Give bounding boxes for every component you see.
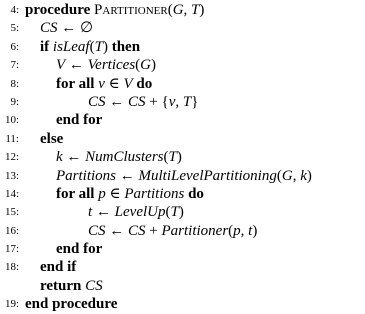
identifier-token: CS	[128, 222, 146, 239]
code-text	[88, 222, 257, 240]
code-token: )	[176, 149, 182, 166]
code-token: ,	[240, 222, 249, 239]
code-token: (	[228, 222, 234, 239]
identifier-token: v	[98, 75, 105, 92]
identifier-token: Partitions	[56, 167, 117, 184]
algorithm-line	[0, 111, 365, 129]
code-token: ∈	[105, 185, 125, 202]
identifier-token: T	[182, 93, 192, 110]
code-token: ,	[183, 2, 192, 18]
code-text	[40, 258, 76, 276]
identifier-token: G	[172, 2, 184, 18]
code-token: )	[199, 2, 205, 18]
code-text	[56, 167, 312, 185]
algorithm-line	[0, 130, 365, 148]
code-token: ←	[105, 222, 129, 239]
keyword-token: for all	[56, 75, 99, 92]
identifier-token: Vertices	[87, 57, 136, 74]
identifier-token: CS	[128, 93, 146, 110]
code-text	[56, 240, 102, 258]
code-text	[25, 1, 204, 19]
keyword-token: end for	[56, 241, 103, 258]
line-number: 18:	[4, 261, 19, 274]
line-number: 10:	[4, 114, 19, 127]
algorithm-line	[0, 19, 365, 37]
code-token: ←	[105, 93, 129, 110]
keyword-token: then	[111, 38, 141, 55]
algorithm-line	[0, 148, 365, 166]
keyword-token: if	[40, 38, 53, 55]
code-token: (	[167, 2, 173, 18]
code-text	[40, 130, 63, 148]
identifier-token: T	[168, 149, 177, 166]
algorithm-line	[0, 203, 365, 221]
code-text	[40, 277, 103, 295]
line-number: 8:	[10, 77, 19, 90]
keyword-token: procedure	[25, 2, 95, 18]
identifier-token: t	[88, 204, 93, 221]
keyword-token: else	[40, 130, 64, 147]
line-number: 7:	[10, 59, 19, 72]
line-number: 13:	[4, 169, 19, 182]
code-token: ← ∅	[57, 20, 94, 37]
code-text	[25, 295, 117, 313]
line-number: 5:	[10, 22, 19, 35]
identifier-token: p	[233, 222, 241, 239]
algorithm-line	[0, 38, 365, 56]
code-text	[56, 185, 204, 203]
identifier-token: k	[300, 167, 307, 184]
identifier-token: CS	[88, 93, 106, 110]
code-token: ←	[116, 167, 139, 184]
identifier-token: NumClusters	[85, 149, 164, 166]
identifier-token: V	[123, 75, 133, 92]
line-number: 14:	[4, 187, 19, 200]
line-number: 16:	[4, 224, 19, 237]
identifier-token: v	[168, 93, 176, 110]
identifier-token: T	[170, 204, 179, 221]
identifier-token: CS	[40, 20, 58, 37]
code-token: }	[191, 93, 199, 110]
code-token: ←	[65, 57, 88, 74]
line-number: 15:	[4, 206, 19, 219]
identifier-token: CS	[85, 277, 103, 294]
code-text	[40, 19, 93, 37]
code-token: )	[178, 204, 184, 221]
code-token: ←	[92, 204, 115, 221]
identifier-token: V	[56, 57, 66, 74]
code-token: ∈	[104, 75, 124, 92]
code-token: (	[276, 167, 282, 184]
algorithm-line	[0, 222, 365, 240]
code-token: (	[135, 57, 141, 74]
keyword-token: for all	[56, 185, 99, 202]
code-text	[88, 93, 198, 111]
algorithm-line	[0, 56, 365, 74]
identifier-token: p	[98, 185, 106, 202]
identifier-token: LevelUp	[114, 204, 166, 221]
line-number: 11:	[5, 132, 19, 145]
algorithm-line	[0, 258, 365, 276]
line-number: 12:	[4, 151, 19, 164]
keyword-token: do	[184, 185, 204, 202]
code-token: + {	[145, 93, 169, 110]
procedure-name: Partitioner	[94, 2, 168, 18]
identifier-token: t	[248, 222, 253, 239]
algorithm-line	[0, 295, 365, 313]
algorithm-line	[0, 240, 365, 258]
keyword-token: return	[40, 277, 86, 294]
keyword-token: end procedure	[25, 296, 118, 313]
line-number: 6:	[10, 40, 19, 53]
code-text	[88, 203, 184, 221]
keyword-token: end if	[40, 259, 77, 276]
code-token: ,	[292, 167, 301, 184]
code-token: )	[151, 57, 156, 74]
identifier-token: k	[56, 149, 63, 166]
code-token: +	[145, 222, 162, 239]
identifier-token: MultiLevelPartitioning	[138, 167, 277, 184]
line-number: 17:	[4, 243, 19, 256]
code-text	[56, 111, 102, 129]
identifier-token: T	[94, 38, 103, 55]
identifier-token: Partitioner	[161, 222, 229, 239]
code-token: ←	[62, 149, 86, 166]
code-token: )	[102, 38, 112, 55]
line-number: 4:	[10, 4, 19, 16]
keyword-token: do	[132, 75, 153, 92]
code-token: (	[89, 38, 95, 55]
identifier-token: T	[191, 2, 200, 18]
identifier-token: G	[281, 167, 293, 184]
identifier-token: isLeaf	[52, 38, 90, 55]
algorithm-line	[0, 185, 365, 203]
code-text	[40, 38, 140, 56]
algorithm-line	[0, 93, 365, 111]
code-token: (	[163, 149, 169, 166]
code-token: ,	[175, 93, 183, 110]
line-number: 19:	[4, 298, 19, 311]
code-token: )	[252, 222, 258, 239]
algorithm-line	[0, 75, 365, 93]
code-text	[56, 148, 182, 166]
code-token: (	[165, 204, 171, 221]
identifier-token: G	[140, 57, 151, 74]
identifier-token: Partitions	[124, 185, 185, 202]
algorithm-listing	[0, 1, 365, 314]
algorithm-line	[0, 1, 365, 19]
algorithm-line	[0, 277, 365, 295]
keyword-token: end for	[56, 112, 103, 129]
code-text	[56, 56, 156, 74]
code-text	[56, 75, 152, 93]
line-number: 9:	[10, 95, 19, 108]
algorithm-line	[0, 167, 365, 185]
identifier-token: CS	[88, 222, 106, 239]
code-token: )	[306, 167, 312, 184]
